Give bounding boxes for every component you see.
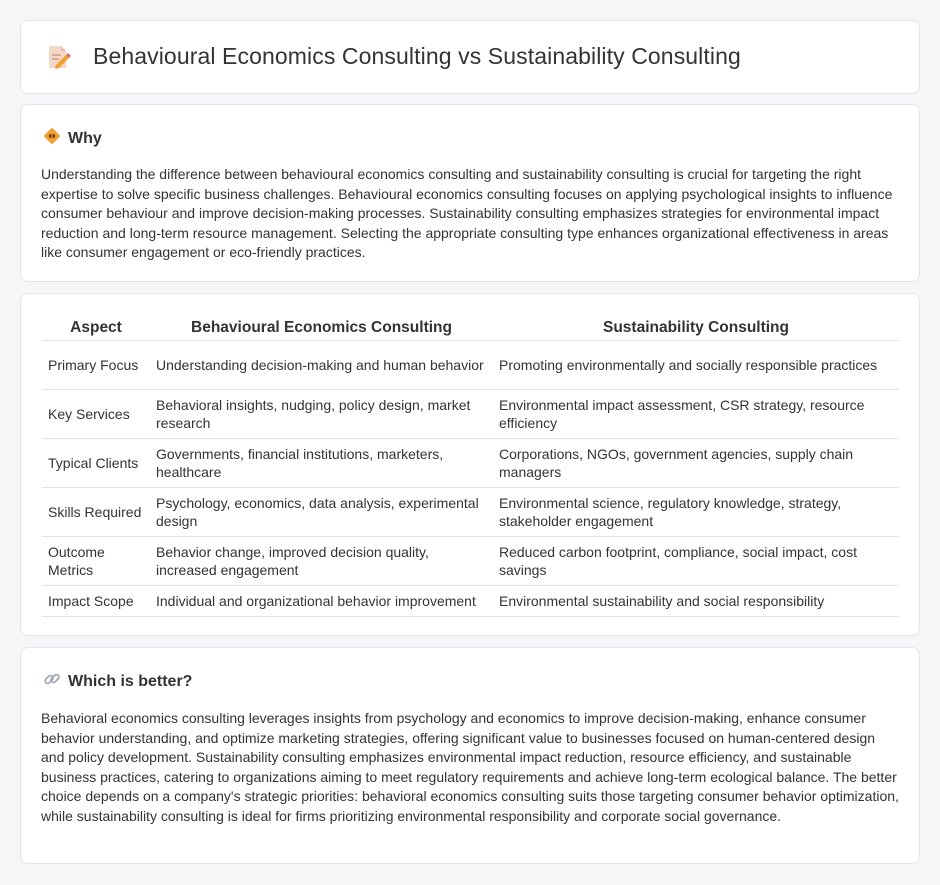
link-icon xyxy=(43,670,68,693)
page-title: Behavioural Economics Consulting vs Sustainability Consulting xyxy=(93,43,741,69)
cell-behavioural: Behavior change, improved decision quality, increased engagement xyxy=(150,536,493,585)
cell-aspect: Impact Scope xyxy=(42,585,150,616)
cell-behavioural: Governments, financial institutions, marketers, healthcare xyxy=(150,438,493,487)
why-text: Understanding the difference between behavioural economics consulting and sustainability consulting is crucial for targeting the right expertise to solve specific business challenges. Behavioural economics consulting focuses on applying psychological insights to influence consumer behaviour and improve decision-making processes. Sustainability consulting emphasizes strategies for environmental impact reduction and long-term resource management. Selecting the appropriate consulting type enhances organizational effectiveness in areas like consumer engagement or eco-friendly practices. xyxy=(41,166,893,260)
diamond-arrows-icon xyxy=(43,127,68,150)
cell-sustainability: Environmental impact assessment, CSR strategy, resource efficiency xyxy=(493,389,899,438)
table-row xyxy=(42,438,899,487)
comparison-table-card xyxy=(20,293,920,636)
why-title: Why xyxy=(68,129,102,147)
cell-sustainability: Promoting environmentally and socially responsible practices xyxy=(493,340,899,389)
which-is-better-text: Behavioral economics consulting leverages insights from psychology and economics to improve decision-making, enhance consumer behavior understanding, and optimize marketing strategies, offering significant value to businesses focused on human-centered design and policy development. Sustainability consulting emphasizes environmental impact reduction, resource efficiency, and sustainable business practices, catering to organizations aiming to meet regulatory requirements and achieve long-term ecological balance. The better choice depends on a company's strategic priorities: behavioral economics consulting suits those targeting consumer behavior optimization, while sustainability consulting is ideal for firms prioritizing environmental responsibility and corporate social governance. xyxy=(41,710,899,824)
cell-aspect: Key Services xyxy=(42,389,150,438)
why-card xyxy=(20,104,920,282)
title-card xyxy=(20,20,920,94)
cell-aspect: Primary Focus xyxy=(42,340,150,389)
which-is-better-title: Which is better? xyxy=(68,672,193,690)
cell-behavioural: Individual and organizational behavior improvement xyxy=(150,585,493,616)
table-row xyxy=(42,536,899,585)
cell-aspect: Outcome Metrics xyxy=(42,536,150,585)
header-behavioural-economics: Behavioural Economics Consulting xyxy=(150,314,493,340)
cell-behavioural: Psychology, economics, data analysis, experimental design xyxy=(150,487,493,536)
table-row xyxy=(42,487,899,536)
cell-sustainability: Environmental sustainability and social responsibility xyxy=(493,585,899,616)
table-row xyxy=(42,585,899,616)
cell-behavioural: Behavioral insights, nudging, policy design, market research xyxy=(150,389,493,438)
header-aspect: Aspect xyxy=(42,314,150,340)
table-row xyxy=(42,340,899,389)
cell-aspect: Skills Required xyxy=(42,487,150,536)
cell-aspect: Typical Clients xyxy=(42,438,150,487)
table-header-row xyxy=(42,314,899,340)
cell-sustainability: Environmental science, regulatory knowledge, strategy, stakeholder engagement xyxy=(493,487,899,536)
cell-sustainability: Reduced carbon footprint, compliance, social impact, cost savings xyxy=(493,536,899,585)
comparison-table xyxy=(42,314,899,617)
which-is-better-card xyxy=(20,647,920,864)
table-row xyxy=(42,389,899,438)
document-pencil-icon xyxy=(47,44,71,70)
cell-sustainability: Corporations, NGOs, government agencies, supply chain managers xyxy=(493,438,899,487)
cell-behavioural: Understanding decision-making and human behavior xyxy=(150,340,493,389)
header-sustainability: Sustainability Consulting xyxy=(493,314,899,340)
